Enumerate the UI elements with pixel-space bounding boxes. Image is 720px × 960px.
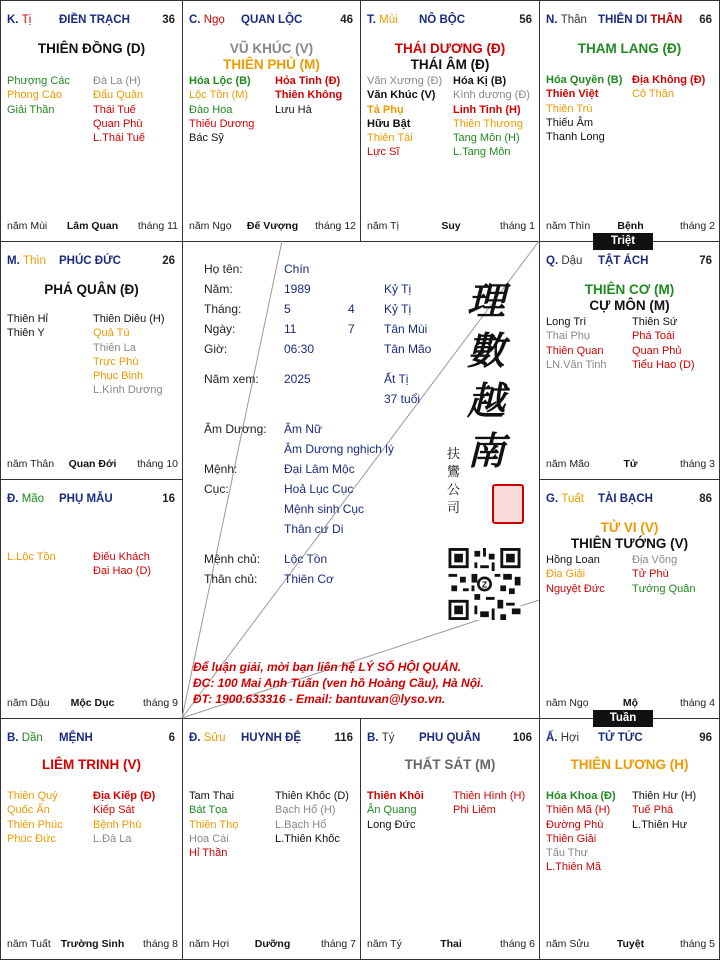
year-label: năm Tý — [367, 938, 402, 950]
cuc-value: Hoả Lục Cục — [284, 482, 354, 496]
palace-title: PHÚC ĐỨC — [59, 255, 121, 267]
year-label: năm Tuất — [7, 938, 51, 950]
minor-star: Thiên Phúc — [7, 818, 63, 831]
minor-star: Kiếp Sát — [93, 804, 135, 817]
minor-star: Quan Phủ — [632, 344, 682, 357]
minor-star: Tiểu Hao (D) — [632, 358, 695, 371]
minor-star: Hữu Bật — [367, 117, 411, 130]
nam-value: 1989 — [284, 282, 311, 296]
than-chu-label: Thân chủ: — [204, 572, 258, 586]
month-label: tháng 8 — [142, 938, 178, 950]
major-star: VŨ KHÚC (V) — [229, 41, 314, 56]
palace-age: 116 — [334, 732, 353, 744]
am-duong-value: Âm Nữ — [284, 422, 323, 436]
year-label: năm Sửu — [546, 938, 590, 950]
minor-star: Thiên Hư (H) — [632, 790, 697, 802]
month-label: tháng 2 — [679, 220, 715, 232]
minor-star: Thiên Y — [7, 327, 45, 340]
minor-star: Thiên Giải — [546, 832, 597, 845]
minor-star: Tam Thai — [189, 790, 235, 802]
palace-title: THIÊN DI — [598, 14, 648, 26]
minor-star: Phục Binh — [93, 370, 144, 383]
minor-star: Thiên Hình (H) — [453, 790, 526, 802]
life-stage: Trường Sinh — [60, 938, 125, 950]
ngay-can-chi: Tân Mùi — [384, 322, 428, 336]
palace-title: HUYNH ĐỆ — [241, 732, 302, 744]
minor-star: Hồng Loan — [546, 554, 600, 566]
year-label: năm Mùi — [7, 220, 48, 232]
than-chu-value: Thiên Cơ — [284, 572, 334, 586]
month-label: tháng 9 — [142, 697, 178, 709]
year-label: năm Mão — [546, 458, 590, 470]
palace-title: TÀI BẠCH — [598, 493, 653, 505]
minor-star: Địa Võng — [632, 554, 678, 566]
ngay-duong: 11 — [284, 322, 297, 336]
palace-title: ĐIỀN TRẠCH — [59, 14, 130, 26]
minor-star: Thiên Trù — [546, 102, 593, 115]
branch-name: Tuất — [561, 493, 584, 505]
contact-line-1: Để luận giải, mời bạn liên hệ LÝ SỐ HỘI QUÁN. — [193, 660, 462, 674]
cuc-note: Mệnh sinh Cục — [284, 502, 365, 516]
thang-label: Tháng: — [204, 302, 242, 316]
minor-star: Hoa Cái — [189, 832, 229, 845]
life-stage: Suy — [441, 220, 461, 232]
minor-star: Thiên Mã (H) — [546, 804, 611, 817]
major-star: THIÊN CƠ (M) — [584, 282, 675, 297]
minor-star: L.Thái Tuế — [93, 132, 145, 145]
minor-star: Phượng Các — [7, 75, 70, 87]
can-code: B. — [367, 732, 379, 744]
minor-star: Thiên Thương — [453, 117, 524, 130]
qr-code-icon — [447, 548, 522, 620]
major-star: TỬ VI (V) — [600, 520, 659, 535]
tuoi-value: 37 tuổi — [384, 392, 421, 406]
thang-am: 4 — [348, 302, 355, 316]
minor-star: Tuế Phá — [632, 804, 674, 817]
minor-star: Kình dương (Đ) — [453, 89, 530, 102]
month-label: tháng 5 — [679, 938, 715, 950]
year-label: năm Thìn — [546, 220, 591, 232]
minor-star: Phi Liêm — [453, 804, 496, 817]
minor-star: Thiên La — [93, 341, 136, 354]
minor-star: Hóa Khoa (Đ) — [546, 790, 616, 802]
calligraphy-seal — [445, 262, 535, 552]
life-stage: Đế Vượng — [246, 220, 299, 232]
palace-title: PHỤ MẪU — [59, 493, 113, 505]
minor-star: L.Thiên Mã — [546, 861, 602, 874]
thang-can-chi: Kỷ Tị — [384, 302, 412, 316]
menh-chu-value: Lộc Tồn — [284, 552, 328, 566]
palace-age: 16 — [162, 493, 175, 505]
minor-star: L.Tang Môn — [453, 146, 511, 159]
palace-title: QUAN LỘC — [241, 14, 303, 26]
minor-star: Hóa Lộc (B) — [189, 75, 251, 87]
minor-star: Linh Tinh (H) — [453, 103, 521, 116]
minor-star: Hỏa Tinh (Đ) — [275, 75, 341, 87]
branch-name: Hợi — [560, 732, 580, 744]
minor-star: Thiên Thọ — [189, 818, 239, 831]
branch-name: Ngọ — [203, 14, 225, 26]
calligraphy-char: 南 — [467, 428, 506, 473]
can-code: M. — [7, 255, 20, 267]
major-star: THIÊN PHỦ (M) — [223, 57, 320, 72]
minor-star: Ân Quang — [367, 804, 417, 817]
palace-age: 96 — [699, 732, 712, 744]
can-code: Q. — [546, 255, 559, 267]
minor-star: Văn Khúc (V) — [367, 89, 436, 102]
year-label: năm Tị — [367, 220, 399, 232]
major-star: THÁI ÂM (Đ) — [410, 57, 490, 72]
minor-star: Tử Phù — [632, 568, 669, 581]
minor-star: Đào Hoa — [189, 103, 233, 116]
menh-label: Mệnh: — [204, 462, 238, 476]
contact-phone-email: ĐT: 1900.633316 - Email: bantuvan@lyso.vn. — [193, 692, 446, 706]
minor-star: Điếu Khách — [93, 551, 150, 563]
minor-star: Lực Sĩ — [367, 146, 400, 159]
ngay-am: 7 — [348, 322, 355, 336]
minor-star: Thiên Quý — [7, 790, 58, 802]
branch-name: Thìn — [22, 255, 46, 267]
palace-age: 46 — [340, 14, 353, 26]
month-label: tháng 6 — [499, 938, 535, 950]
minor-star: Thiên Diêu (H) — [93, 313, 165, 325]
minor-star: Hỉ Thần — [189, 847, 228, 860]
minor-star: Tướng Quân — [632, 582, 696, 595]
minor-star: Thiên Việt — [546, 88, 599, 101]
can-code: G. — [546, 493, 559, 505]
palace-title: NÔ BỘC — [419, 14, 465, 26]
nam-xem-value: 2025 — [284, 372, 311, 386]
minor-star: L.Lộc Tồn — [7, 551, 56, 563]
minor-star: Thiếu Dương — [189, 117, 255, 130]
minor-star: Thiên Khôi — [367, 790, 424, 802]
month-label: tháng 10 — [137, 458, 178, 470]
minor-star: L.Thiên Khốc — [275, 832, 340, 845]
major-star: LIÊM TRINH (V) — [42, 757, 141, 772]
major-star: THIÊN LƯƠNG (H) — [570, 757, 689, 772]
branch-name: Mão — [21, 493, 45, 505]
seal-small-char: 公 — [447, 483, 461, 498]
major-star: CỰ MÔN (M) — [589, 298, 670, 313]
minor-star: Địa Giải — [546, 568, 586, 581]
minor-star: Thiên Quan — [546, 344, 604, 357]
palace-title: TẬT ÁCH — [598, 255, 649, 267]
minor-star: Quan Phù — [93, 117, 143, 130]
menh-chu-label: Mệnh chủ: — [204, 552, 261, 566]
minor-star: Thiên Sứ — [632, 316, 678, 328]
palace-title: MỆNH — [59, 732, 93, 744]
minor-star: Bệnh Phù — [93, 818, 142, 831]
palace-title: PHU QUÂN — [419, 732, 481, 744]
branch-name: Tị — [21, 14, 32, 26]
minor-star: Đường Phù — [546, 818, 604, 831]
gio-value: 06:30 — [284, 342, 315, 356]
nam-xem-can-chi: Ất Tị — [384, 372, 409, 386]
minor-star: Đà La (H) — [93, 75, 141, 87]
year-label: năm Ngọ — [546, 697, 589, 709]
minor-star: Hóa Kị (B) — [453, 75, 507, 87]
minor-star: Thiếu Âm — [546, 116, 594, 129]
can-code: Đ. — [7, 493, 19, 505]
minor-star: Thiên Không — [275, 89, 343, 102]
can-code: T. — [367, 14, 376, 26]
branch-name: Tý — [381, 732, 395, 744]
minor-star: Thai Phụ — [546, 330, 591, 343]
palace-age: 36 — [162, 14, 175, 26]
red-seal-icon — [492, 484, 524, 524]
svg-text:Z: Z — [481, 579, 488, 590]
minor-star: Thanh Long — [546, 131, 605, 144]
minor-star: Lưu Hà — [275, 103, 312, 116]
am-duong-label: Âm Dương: — [204, 422, 267, 436]
year-label: năm Dậu — [7, 697, 50, 709]
tuan-tag: Tuần — [593, 710, 653, 727]
can-code: Đ. — [189, 732, 201, 744]
year-label: năm Hợi — [189, 938, 230, 950]
major-star: THIÊN ĐỒNG (D) — [37, 41, 146, 56]
life-stage: Lâm Quan — [66, 220, 119, 232]
month-label: tháng 1 — [499, 220, 535, 232]
life-stage: Dưỡng — [254, 938, 291, 950]
major-star: THẤT SÁT (M) — [404, 757, 496, 772]
palace-age: 66 — [699, 14, 712, 26]
seal-small-char: 鸞 — [447, 465, 461, 480]
minor-star: LN.Văn Tinh — [546, 358, 607, 371]
seal-small-char: 司 — [447, 501, 461, 516]
month-label: tháng 7 — [320, 938, 356, 950]
menh-value: Đại Lâm Mộc — [284, 462, 355, 476]
minor-star: Tấu Thư — [546, 847, 589, 860]
minor-star: Bạch Hổ (H) — [275, 804, 336, 817]
minor-star: Lộc Tồn (M) — [189, 89, 249, 102]
major-star: THÁI DƯƠNG (Đ) — [394, 41, 506, 56]
minor-star: Phá Toái — [632, 330, 675, 343]
gio-label: Giờ: — [204, 342, 228, 356]
thang-duong: 5 — [284, 302, 291, 316]
minor-star: Cô Thần — [632, 88, 674, 101]
minor-star: Hóa Quyền (B) — [546, 74, 623, 86]
minor-star: Bát Tọa — [189, 804, 228, 817]
month-label: tháng 4 — [679, 697, 715, 709]
minor-star: Phong Cáo — [7, 89, 63, 102]
nam-label: Năm: — [204, 282, 233, 296]
minor-star: L.Kình Dương — [93, 384, 163, 397]
can-code: N. — [546, 14, 558, 26]
minor-star: Thái Tuế — [93, 103, 136, 116]
life-stage: Tuyệt — [616, 938, 645, 950]
triet-tag: Triệt — [593, 233, 653, 250]
minor-star: Đẩu Quân — [93, 89, 144, 102]
palace-age: 106 — [512, 732, 532, 744]
calligraphy-char: 理 — [467, 278, 506, 323]
minor-star: L.Đà La — [93, 832, 132, 845]
can-code: Ấ. — [546, 732, 558, 744]
ho-ten-label: Họ tên: — [204, 262, 243, 276]
branch-name: Thân — [560, 14, 587, 26]
minor-star: Giải Thần — [7, 103, 55, 116]
than-cu-note: Thân cư Di — [284, 522, 344, 536]
minor-star: Nguyệt Đức — [546, 582, 605, 595]
branch-name: Mùi — [379, 14, 398, 26]
gio-can-chi: Tân Mão — [384, 342, 432, 356]
branch-name: Dậu — [561, 255, 583, 267]
branch-name: Sửu — [203, 732, 226, 744]
major-star: PHÁ QUÂN (Đ) — [44, 282, 139, 297]
palace-age: 26 — [162, 255, 175, 267]
minor-star: Văn Xương (Đ) — [367, 75, 443, 87]
can-code: K. — [7, 14, 19, 26]
minor-star: Long Trì — [546, 316, 587, 328]
life-stage: Mộc Dục — [70, 697, 115, 709]
life-stage: Bệnh — [617, 220, 644, 232]
minor-star: Phúc Đức — [7, 832, 56, 845]
minor-star: Bác Sỹ — [189, 132, 224, 145]
can-code: C. — [189, 14, 201, 26]
minor-star: Tả Phụ — [367, 103, 404, 116]
calligraphy-char: 越 — [467, 378, 506, 423]
palace-age: 76 — [699, 255, 712, 267]
than-marker: THÂN — [650, 14, 683, 26]
minor-star: Thiên Khốc (D) — [275, 790, 349, 802]
minor-star: Địa Không (Đ) — [632, 74, 706, 86]
palace-age: 86 — [699, 493, 712, 505]
minor-star: Long Đức — [367, 818, 416, 831]
contact-address: ĐC: 100 Mai Anh Tuấn (ven hồ Hoàng Cầu), Hà Nội. — [193, 676, 484, 690]
life-stage: Thai — [440, 938, 462, 950]
minor-star: L.Thiên Hư — [632, 818, 688, 831]
life-stage: Mộ — [622, 697, 639, 709]
life-stage: Quan Đới — [68, 458, 117, 470]
ho-ten-value: Chín — [284, 262, 310, 276]
minor-star: Thiên Tài — [367, 132, 413, 145]
minor-star: Tang Môn (H) — [453, 132, 520, 145]
minor-star: L.Bạch Hổ — [275, 818, 327, 831]
major-star: THAM LANG (Đ) — [577, 41, 682, 56]
minor-star: Địa Kiếp (Đ) — [93, 790, 156, 802]
can-code: B. — [7, 732, 19, 744]
month-label: tháng 3 — [679, 458, 715, 470]
palace-age: 6 — [168, 732, 175, 744]
branch-name: Dần — [21, 732, 43, 744]
life-stage: Tử — [623, 458, 638, 470]
nam-can-chi: Kỷ Tị — [384, 282, 412, 296]
minor-star: Quốc Ấn — [7, 804, 50, 817]
palace-age: 56 — [519, 14, 532, 26]
cuc-label: Cục: — [204, 482, 229, 496]
am-duong-note: Âm Dương nghịch lý — [284, 442, 394, 456]
nam-xem-label: Năm xem: — [204, 372, 259, 386]
seal-small-char: 扶 — [447, 447, 461, 462]
month-label: tháng 12 — [315, 220, 356, 232]
ngay-label: Ngày: — [204, 322, 236, 336]
minor-star: Thiên Hỉ — [7, 313, 48, 325]
month-label: tháng 11 — [137, 220, 178, 232]
year-label: năm Thân — [7, 458, 55, 470]
minor-star: Quả Tú — [93, 327, 130, 340]
minor-star: Trực Phù — [93, 355, 139, 368]
minor-star: Đại Hao (D) — [93, 565, 152, 578]
year-label: năm Ngọ — [189, 220, 232, 232]
calligraphy-char: 數 — [467, 328, 506, 373]
palace-title: TỬ TỨC — [598, 732, 643, 744]
major-star: THIÊN TƯỚNG (V) — [570, 536, 689, 551]
